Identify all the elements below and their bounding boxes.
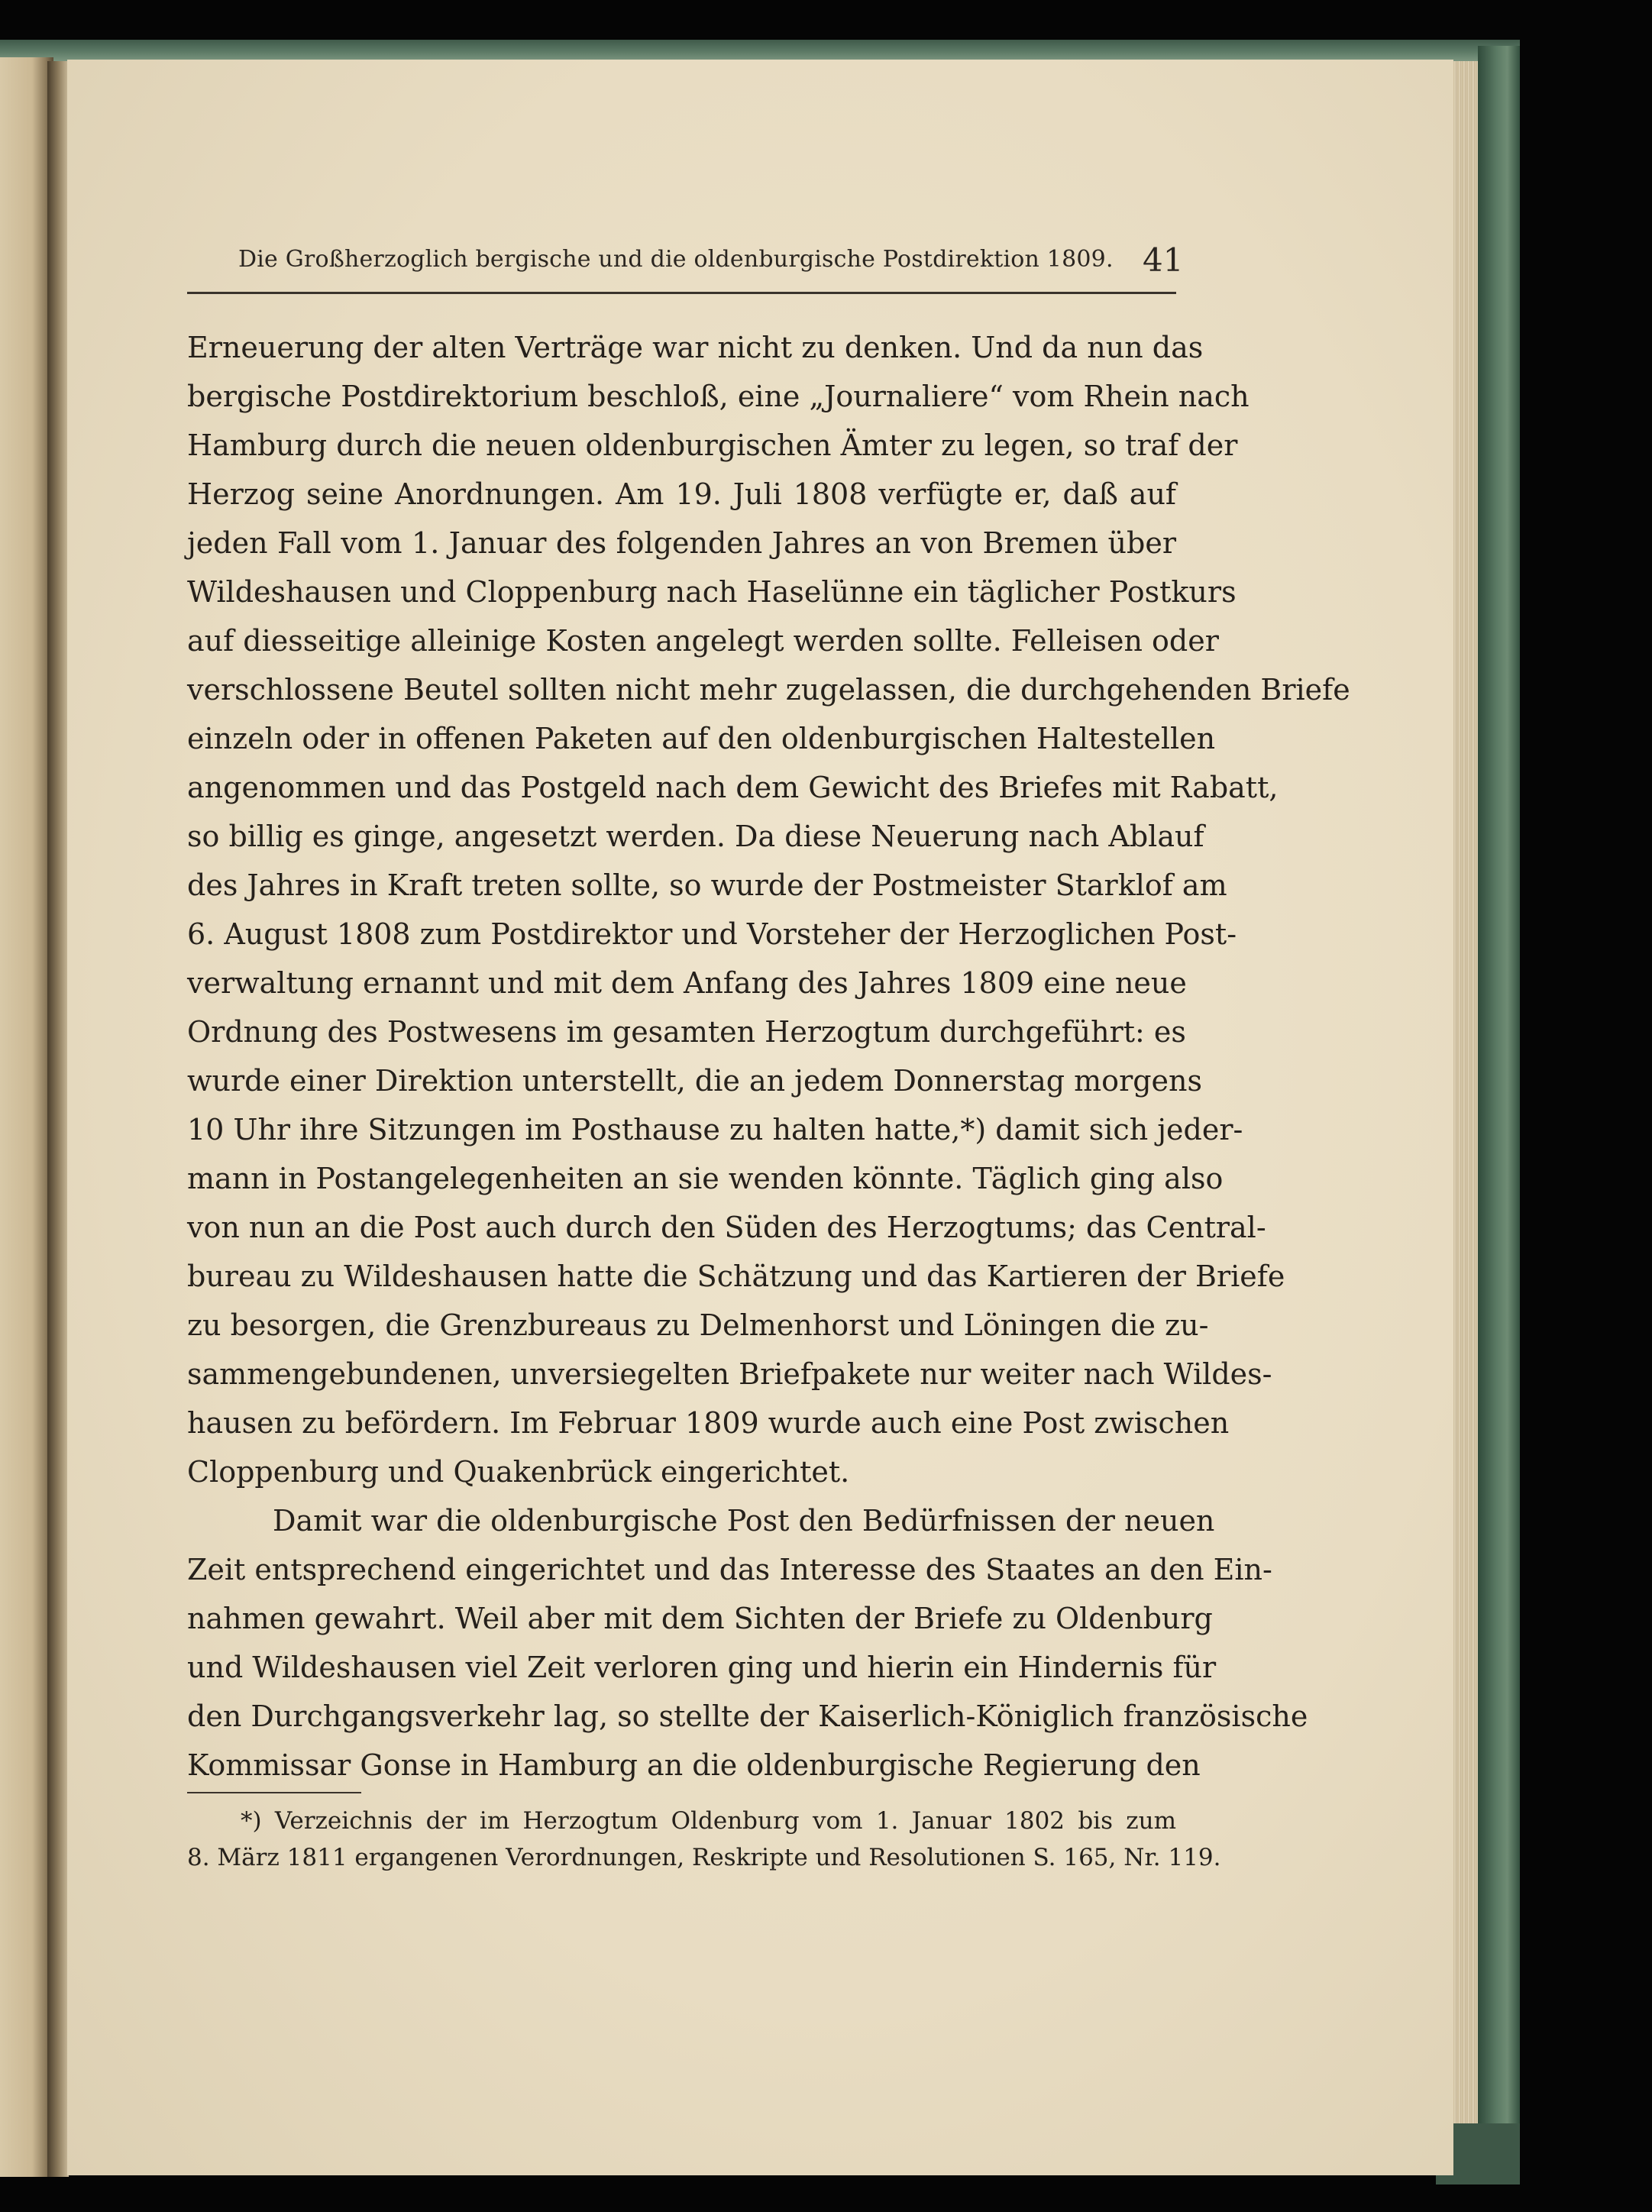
text-line: sammengebundenen, unversiegelten Briefpakete nur weiter nach Wildes- bbox=[187, 1357, 1272, 1391]
text-line: einzeln oder in offenen Paketen auf den oldenburgischen Haltestellen bbox=[187, 722, 1216, 755]
text-line: nahmen gewahrt. Weil aber mit dem Sichten der Briefe zu Oldenburg bbox=[187, 1602, 1213, 1635]
text-line: wurde einer Direktion unterstellt, die an jedem Donnerstag morgens bbox=[187, 1064, 1203, 1098]
text-line: Erneuerung der alten Verträge war nicht zu denken. Und da nun das bbox=[187, 331, 1204, 364]
text-line: von nun an die Post auch durch den Süden des Herzogtums; das Central- bbox=[187, 1211, 1266, 1244]
text-line: jeden Fall vom 1. Januar des folgenden Jahres an von Bremen über bbox=[187, 526, 1176, 560]
text-line: 6. August 1808 zum Postdirektor und Vorsteher der Herzoglichen Post- bbox=[187, 917, 1237, 951]
text-line: Hamburg durch die neuen oldenburgischen Ämter zu legen, so traf der bbox=[187, 428, 1238, 462]
text-line: verwaltung ernannt und mit dem Anfang des Jahres 1809 eine neue bbox=[187, 966, 1187, 1000]
text-line: Kommissar Gonse in Hamburg an die oldenburgische Regierung den bbox=[187, 1748, 1201, 1782]
footnote bbox=[187, 1803, 1221, 1876]
body-text bbox=[187, 323, 1350, 1790]
text-line: bergische Postdirektorium beschloß, eine „Journaliere“ vom Rhein nach bbox=[187, 380, 1250, 413]
text-line: bureau zu Wildeshausen hatte die Schätzung und das Kartieren der Briefe bbox=[187, 1260, 1285, 1293]
text-line: und Wildeshausen viel Zeit verloren ging und hierin ein Hindernis für bbox=[187, 1651, 1217, 1684]
text-line: so billig es ginge, angesetzt werden. Da diese Neuerung nach Ablauf bbox=[187, 820, 1204, 853]
text-line: Herzog seine Anordnungen. Am 19. Juli 1808 verfügte er, daß auf bbox=[187, 477, 1176, 511]
page-number: 41 bbox=[1143, 241, 1184, 279]
book-cover-spine bbox=[1478, 46, 1520, 2169]
text-line: zu besorgen, die Grenzbureaus zu Delmenhorst und Löningen die zu- bbox=[187, 1308, 1209, 1342]
footnote-rule bbox=[187, 1792, 361, 1793]
footnote-line: *) Verzeichnis der im Herzogtum Oldenburg vom 1. Januar 1802 bis zum bbox=[241, 1807, 1176, 1835]
footnote-line: 8. März 1811 ergangenen Verordnungen, Reskripte und Resolutionen S. 165, Nr. 119. bbox=[187, 1844, 1221, 1871]
text-line-paragraph-end: Cloppenburg und Quakenbrück eingerichtet. bbox=[187, 1455, 850, 1489]
text-line: Zeit entsprechend eingerichtet und das Interesse des Staates an den Ein- bbox=[187, 1553, 1272, 1586]
text-line: angenommen und das Postgeld nach dem Gewicht des Briefes mit Rabatt, bbox=[187, 771, 1279, 804]
text-line: des Jahres in Kraft treten sollte, so wurde der Postmeister Starklof am bbox=[187, 868, 1227, 902]
text-line: Ordnung des Postwesens im gesamten Herzogtum durchgeführt: es bbox=[187, 1015, 1186, 1049]
text-line: hausen zu befördern. Im Februar 1809 wurde auch eine Post zwischen bbox=[187, 1406, 1230, 1440]
book-gutter bbox=[47, 61, 69, 2177]
text-line: verschlossene Beutel sollten nicht mehr zugelassen, die durchgehenden Briefe bbox=[187, 673, 1350, 707]
text-line: auf diesseitige alleinige Kosten angelegt werden sollte. Felleisen oder bbox=[187, 624, 1219, 658]
text-line: Wildeshausen und Cloppenburg nach Haselünne ein täglicher Postkurs bbox=[187, 575, 1237, 609]
text-line: 10 Uhr ihre Sitzungen im Posthause zu halten hatte,*) damit sich jeder- bbox=[187, 1113, 1243, 1146]
text-line: den Durchgangsverkehr lag, so stellte der Kaiserlich-Königlich französische bbox=[187, 1699, 1308, 1733]
running-title: Die Großherzoglich bergische und die oldenburgische Postdirektion 1809. bbox=[238, 246, 1114, 273]
header-rule bbox=[187, 292, 1176, 294]
text-line: mann in Postangelegenheiten an sie wenden könnte. Täglich ging also bbox=[187, 1162, 1224, 1195]
text-line-paragraph-start: Damit war die oldenburgische Post den Bedürfnissen der neuen bbox=[273, 1504, 1215, 1538]
facing-page-edge bbox=[0, 57, 53, 2177]
